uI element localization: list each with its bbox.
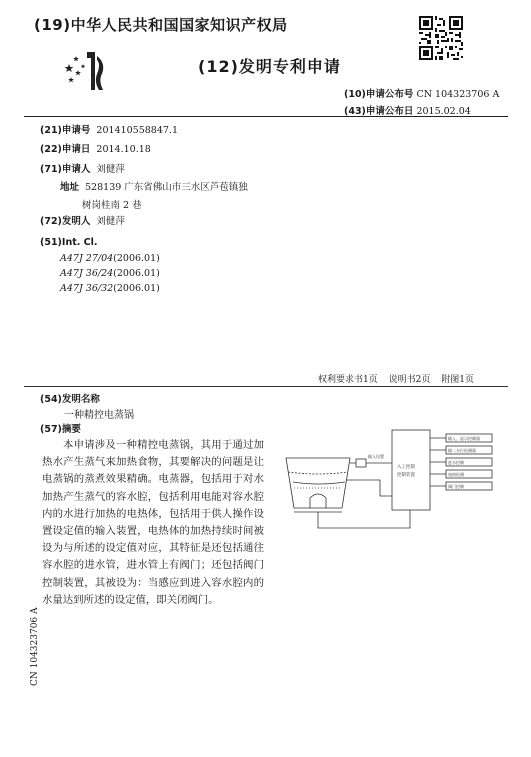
side-publication-code: CN 104323706 A (30, 607, 40, 686)
publication-number-value: CN 104323706 A (416, 89, 500, 100)
invention-name-label: (54)发明名称 (40, 394, 100, 405)
section-divider (24, 386, 508, 387)
publication-date-row (344, 103, 471, 117)
ipc-code-row: A47J 36/32(2006.01) (60, 283, 160, 294)
valve-shape (356, 459, 366, 467)
figure-box-label: 输二水位检测器 (448, 448, 476, 453)
application-number-field: (21)申请号 201410558847.1 (40, 125, 179, 136)
abstract-figure (280, 420, 500, 550)
ipc-code-row: A47J 27/04(2006.01) (60, 253, 160, 264)
cnipa-logo-icon (61, 50, 109, 92)
description-page-count: 说明书2页 (388, 375, 431, 385)
controller-label-2: 控制装置 (397, 473, 415, 478)
patent-office-title: (19)中华人民共和国国家知识产权局 (34, 16, 288, 34)
invention-name-value: 一种精控电蒸锅 (64, 410, 134, 421)
abstract-label: (57)摘要 (40, 424, 81, 435)
filing-date-value: 2014.10.18 (96, 144, 151, 155)
ipc-code-row: A47J 36/24(2006.01) (60, 268, 160, 279)
page-count-row (318, 372, 482, 385)
application-number-value: 201410558847.1 (96, 125, 179, 136)
figure-box-label: 输入、显示控制器 (448, 436, 480, 441)
figure-box-label: 阀门控制 (448, 484, 464, 489)
inventor-field: (72)发明人 刘健萍 (40, 216, 125, 227)
qr-code-icon (419, 16, 463, 60)
figure-box-label: 加热检测 (448, 472, 464, 477)
drawings-page-count: 附图1页 (441, 375, 474, 385)
document-kind-title: (12)发明专利申请 (198, 57, 341, 76)
applicant-field: (71)申请人 刘健萍 (40, 164, 125, 175)
publication-number-label: (10)申请公布号 (344, 89, 414, 100)
controller-box (392, 430, 430, 510)
abstract-text: 本申请涉及一种精控电蒸锅，其用于通过加热水产生蒸气来加热食物，其要解决的问题是让电蒸锅的蒸煮效果精确。电蒸器，包括用于对水加热产生蒸气的容水腔，包括利用电能对容水腔内的水进行加热的电热体，包括用于供人操作设置设定值的输入装置，电热体的加热持续时间被设为与所述的设定值对应，其特征是还包括通往容水腔的进水管，进水管上有阀门；还包括阀门控制装置，其被设为：当感应到进入容水腔内的水量达到所述的设定值，即关闭阀门。 (42, 439, 264, 606)
inventor-value: 刘健萍 (96, 216, 125, 227)
address-line-1: 528139 广东省佛山市三水区芦苞镇独 (85, 182, 248, 193)
claims-page-count: 权利要求书1页 (318, 375, 378, 385)
controller-label-1: 入工控制 (397, 465, 415, 470)
valve-label: 输入设置 (368, 454, 384, 459)
filing-date-field: (22)申请日 2014.10.18 (40, 144, 151, 155)
header-divider (24, 116, 508, 117)
int-cl-label: (51)Int. Cl. (40, 237, 98, 248)
heater-shape (310, 494, 326, 508)
figure-box-label: 进水控制 (448, 460, 464, 465)
address-line-2: 树岗桂南 2 巷 (82, 200, 142, 211)
publication-date-value: 2015.02.04 (416, 106, 471, 117)
publication-number-row (344, 86, 499, 100)
address-field: 地址 528139 广东省佛山市三水区芦苞镇独 (60, 182, 248, 193)
applicant-value: 刘健萍 (96, 164, 125, 175)
publication-date-label: (43)申请公布日 (344, 106, 414, 117)
